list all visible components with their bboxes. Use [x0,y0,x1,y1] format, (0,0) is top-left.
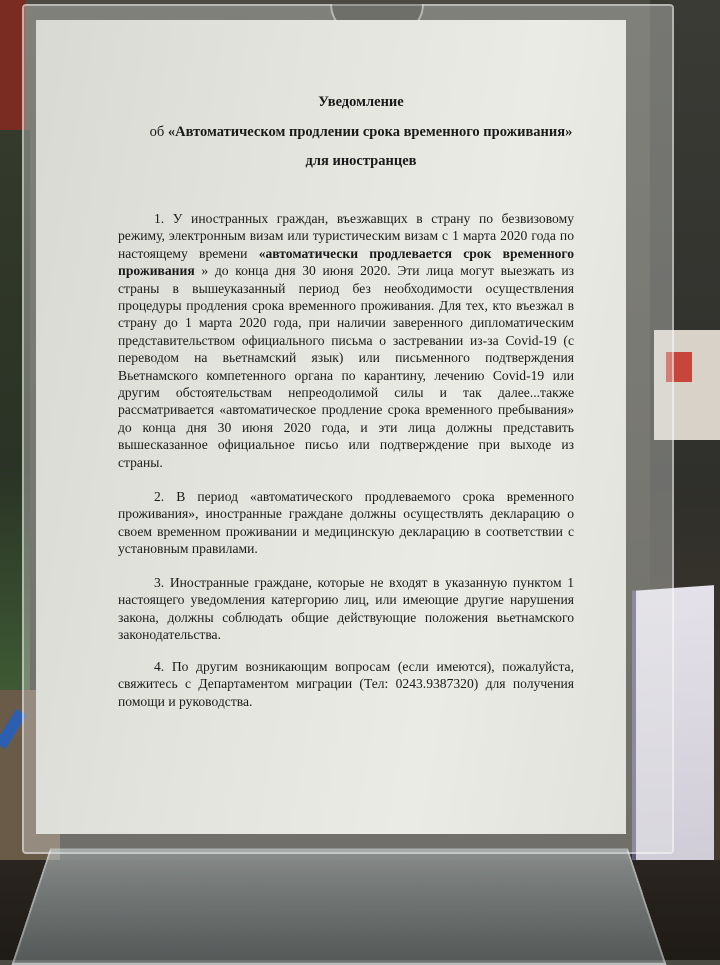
paragraph-2 [118,488,574,558]
paragraph-1-bold: «автоматически продлевается срок временного проживания [118,245,574,279]
paragraph-4 [118,658,574,710]
notice-heading [36,94,626,170]
subtitle-bold: «Автоматическом продлении срока временного проживания» [167,124,573,140]
notice-paper [36,20,626,834]
paragraph-4-text: 4. По другим возникающим вопросам (если имеются), пожалуйста, свяжитесь с Департаментом миграции (Тел: 0243.9387320) для получения помощи и руководства. [118,659,574,709]
paragraph-2-text: 2. В период «автоматического продлеваемого срока временного проживания», иностранные граждане должны осуществлять декларацию о своем временном проживании и медицинскую декларацию в соответствии с установным правилами. [118,489,574,557]
paragraph-1 [118,210,574,471]
paragraph-1-text-a: 1. У иностранных граждан, въезжавщих в страну по безвизовому режиму, электронным визам или туристическим визам с 1 марта 2020 года по настоящему времени [118,211,574,261]
paragraph-3-text: 3. Иностранные граждане, которые не входят в указанную пунктом 1 настоящего уведомления катергорию лиц, или имеющие другие нарушения закона, должны соблюдать общие действующие положения вьетнамского законодательства. [118,575,574,643]
paragraph-1-text-b: » до конца дня 30 июня 2020. Эти лица могут выезжать из страны в вышеуказанный период без необходимости осуществления процедуры продления срока временного проживания. Для тех, кто въезжал в страну до 1 марта 2020 года, при наличии заверенного дипломатическим представительством официального письма о застревании из-за Covid-19 (с переводом на вьетнамский язык) или письменного подтверждения Вьетнамского компетенного органа по карантину, лечению Covid-19 или другим обстоятельствам непреодолимой силы и так далее...также рассматривается «автоматическое продление срока временного пребывания» до конца дня 30 июня 2020 года, и эти лица должны представить вышесказанное официальное письо или подтверждение при выходе из страны. [118,263,574,470]
notice-subtitle [96,124,626,141]
paragraph-3 [118,574,574,644]
notice-audience: для иностранцев [305,153,417,169]
subtitle-prefix: об [149,124,168,140]
acrylic-holder-base [11,848,666,964]
notice-title: Уведомление [318,94,404,110]
